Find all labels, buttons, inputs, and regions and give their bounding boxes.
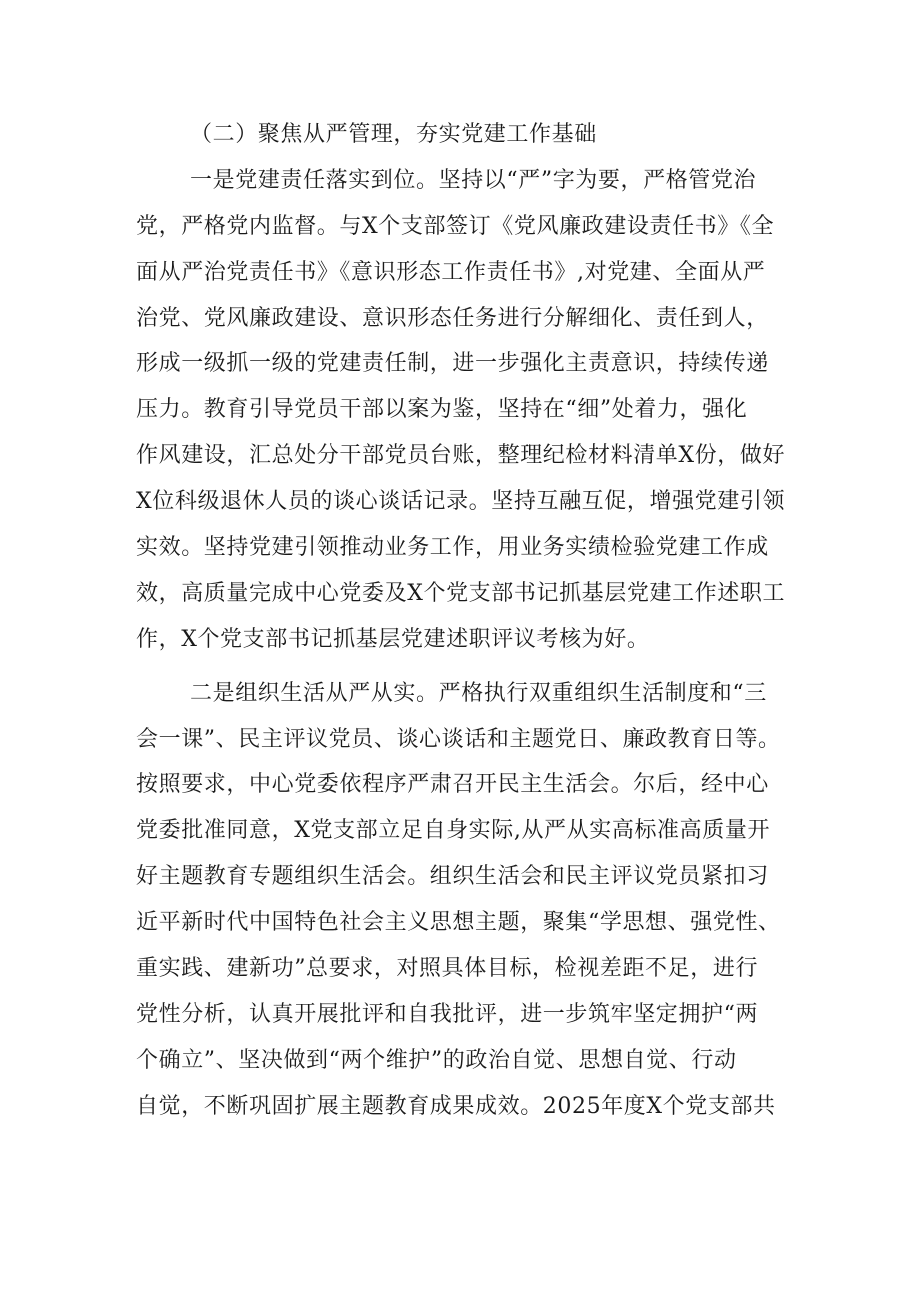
paragraph-line: 作，X个党支部书记抓基层党建述职评议考核为好。 — [136, 626, 650, 652]
paragraph-line: 党委批准同意，X党支部立足自身实际,从严从实高标准高质量开 — [136, 818, 771, 844]
document-body — [136, 112, 796, 1130]
paragraph-line: 治党、党风廉政建设、意识形态任务进行分解细化、责任到人， — [136, 305, 769, 331]
paragraph-line: 压力。教育引导党员干部以案为鉴，坚持在“细”处着力，强化 — [136, 397, 748, 423]
paragraph-line: 实效。坚持党建引领推动业务工作，用业务实绩检验党建工作成 — [136, 535, 769, 561]
paragraph-line: 个确立”、坚决做到“两个维护”的政治自觉、思想自觉、行动 — [136, 1047, 737, 1073]
paragraph-line: 会一课”、民主评议党员、谈心谈话和主题党日、廉政教育日等。 — [136, 726, 781, 752]
paragraph-line: 自觉，不断巩固扩展主题教育成果成效。2025年度X个党支部共 — [136, 1093, 776, 1119]
paragraph-line: 好主题教育专题组织生活会。组织生活会和民主评议党员紧扣习 — [136, 864, 769, 890]
paragraph-line: X位科级退休人员的谈心谈话记录。坚持互融互促，增强党建引领 — [136, 489, 786, 515]
paragraph-line: 一是党建责任落实到位。坚持以“严”字为要，严格管党治 — [190, 167, 757, 193]
paragraph-line: 效，高质量完成中心党委及X个党支部书记抓基层党建工作述职工 — [136, 580, 786, 606]
paragraph-gap — [136, 663, 796, 671]
paragraph-2 — [136, 671, 796, 1130]
paragraph-line: 形成一级抓一级的党建责任制，进一步强化主责意识，持续传递 — [136, 351, 769, 377]
paragraph-line: 重实践、建新功”总要求，对照具体目标，检视差距不足，进行 — [136, 956, 759, 982]
paragraph-line: 二是组织生活从严从实。严格执行双重组织生活制度和“三 — [190, 680, 767, 706]
paragraph-line: 按照要求，中心党委依程序严肃召开民主生活会。尔后，经中心 — [136, 772, 769, 798]
paragraph-1 — [136, 158, 796, 663]
paragraph-line: 作风建设，汇总处分干部党员台账，整理纪检材料清单X份，做好 — [136, 443, 786, 469]
paragraph-line: 面从严治党责任书》《意识形态工作责任书》,对党建、全面从严 — [136, 259, 766, 285]
paragraph-line: 近平新时代中国特色社会主义思想主题，聚集“学思想、强党性、 — [136, 910, 781, 936]
section-heading: （二）聚焦从严管理，夯实党建工作基础 — [190, 122, 597, 147]
paragraph-line: 党性分析，认真开展批评和自我批评，进一步筑牢坚定拥护“两 — [136, 1001, 759, 1027]
paragraph-line: 党，严格党内监督。与X个支部签订《党风廉政建设责任书》《全 — [136, 213, 775, 239]
